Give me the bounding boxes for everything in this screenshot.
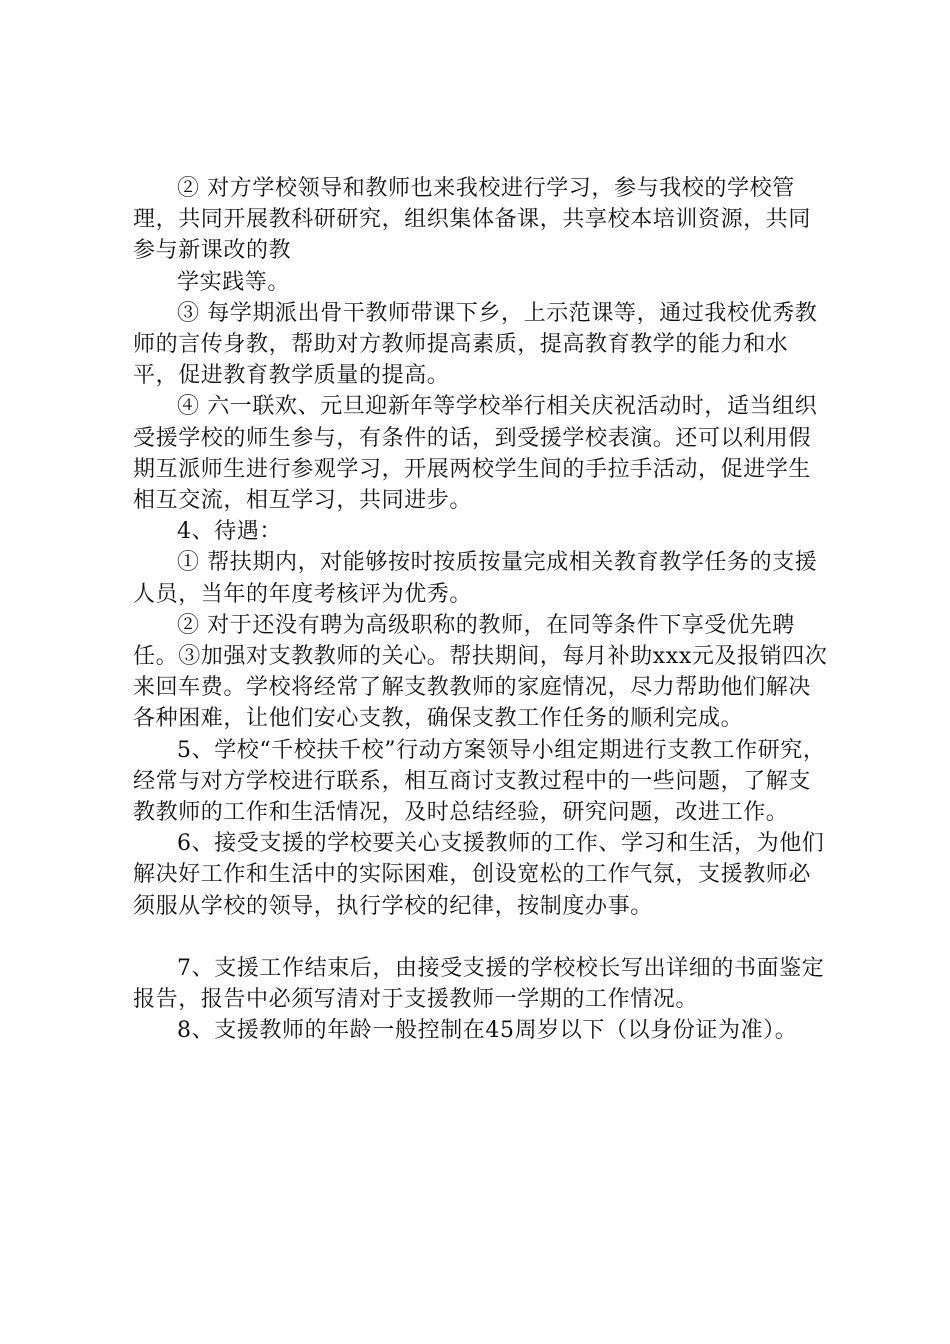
paragraph-demo-lessons: ③ 每学期派出骨干教师带课下乡，上示范课等，通过我校优秀教师的言传身教，帮助对方教师提高素质，提高教育教学的能力和水平，促进教育教学质量的提高。 (133, 300, 818, 389)
paragraph-leadership-group: 5、学校“千校扶千校”行动方案领导小组定期进行支教工作研究，经常与对方学校进行联系，相互商讨支教过程中的一些问题，了解支教教师的工作和生活情况，及时总结经验，研究问题，改进工作。 (133, 737, 826, 826)
document-body (133, 173, 833, 1046)
paragraph-teaching-practice: 学实践等。 (177, 269, 291, 295)
paragraph-benefits-heading: 4、待遇： (177, 519, 282, 545)
paragraph-benefit-promotion: ② 对于还没有聘为高级职称的教师，在同等条件下享受优先聘任。③加强对支教教师的关心。帮扶期间，每月补助xxx元及报销四次来回车费。学校将经常了解支教教师的家庭情况，尽力帮助他们解决各种困难，让他们安心支教，确保支教工作任务的顺利完成。 (133, 612, 828, 732)
paragraph-receiving-school: 6、接受支援的学校要关心支援教师的工作、学习和生活，为他们解决好工作和生活中的实际困难，创设宽松的工作气氛，支援教师必须服从学校的领导，执行学校的纪律，按制度办事。 (133, 831, 825, 919)
paragraph-age-limit: 8、支援教师的年龄一般控制在45周岁以下（以身份证为准）。 (177, 1018, 798, 1044)
paragraph-benefit-evaluation: ① 帮扶期内，对能够按时按质按量完成相关教育教学任务的支援人员，当年的年度考核评为优秀。 (133, 550, 818, 607)
paragraph-final-report: 7、支援工作结束后，由接受支援的学校校长写出详细的书面鉴定报告，报告中必须写清对于支援教师一学期的工作情况。 (133, 955, 825, 1013)
paragraph-celebration-activities: ④ 六一联欢、元旦迎新年等学校举行相关庆祝活动时，适当组织受援学校的师生参与，有条件的话，到受援学校表演。还可以利用假期互派师生进行参观学习，开展两校学生间的手拉手活动，促进学生相互交流，相互学习，共同进步。 (133, 394, 818, 514)
paragraph-teachers-visit: ② 对方学校领导和教师也来我校进行学习，参与我校的学校管理，共同开展教科研研究，组织集体备课，共享校本培训资源，共同参与新课改的教 (133, 176, 812, 264)
paragraph-spacer (133, 922, 833, 953)
